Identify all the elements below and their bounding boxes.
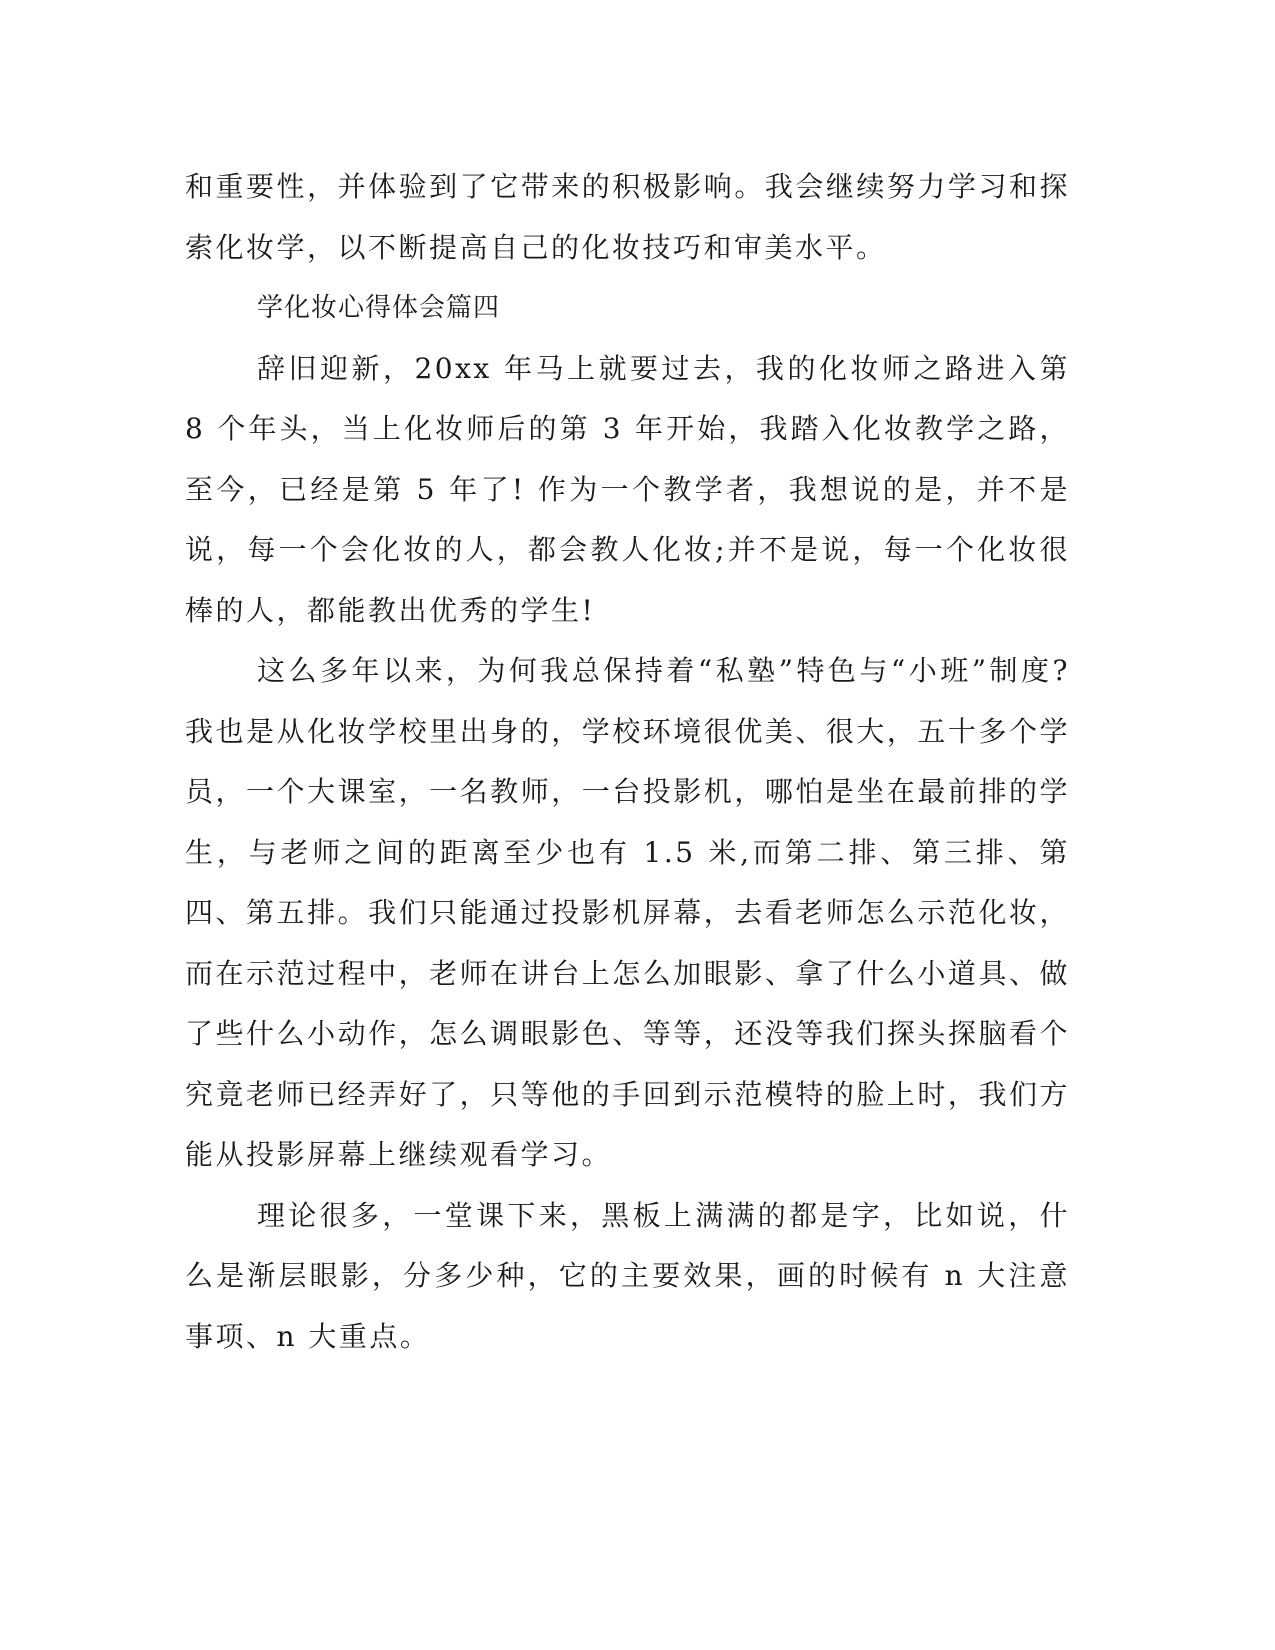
paragraph-classroom: 这么多年以来，为何我总保持着“私塾”特色与“小班”制度? 我也是从化妆学校里出身的，学校环境很优美、很大，五十多个学员，一个大课室，一名教师，一台投影机，哪怕是坐在最前排的学生，与老师之间的距离至少也有 1.5 米,而第二排、第三排、第四、第五排。我们只能通过投影机屏幕，去看老师怎么示范化妆，而在示范过程中，老师在讲台上怎么加眼影、拿了什么小道具、做了些什么小动作，怎么调眼影色、等等，还没等我们探头探脑看个究竟老师已经弄好了，只等他的手回到示范模特的脸上时，我们方能从投影屏幕上继续观看学习。 (185, 654, 1070, 1171)
paragraph-theory: 理论很多，一堂课下来，黑板上满满的都是字，比如说，什么是渐层眼影，分多少种，它的主要效果，画的时候有 n 大注意事项、n 大重点。 (185, 1198, 1070, 1353)
paragraph-intro: 辞旧迎新，20xx 年马上就要过去，我的化妆师之路进入第 8 个年头，当上化妆师后的第 3 年开始，我踏入化妆教学之路，至今，已经是第 5 年了! 作为一个教学者，我想说的是，并不是说，每一个会化妆的人，都会教人化妆;并不是说，每一个化妆很棒的人，都能教出优秀的学生! (185, 351, 1070, 627)
document-body (185, 157, 1070, 1367)
section-heading: 学化妆心得体会篇四 (257, 293, 501, 323)
paragraph-continuation: 和重要性，并体验到了它带来的积极影响。我会继续努力学习和探索化妆学，以不断提高自己的化妆技巧和审美水平。 (185, 170, 1070, 264)
